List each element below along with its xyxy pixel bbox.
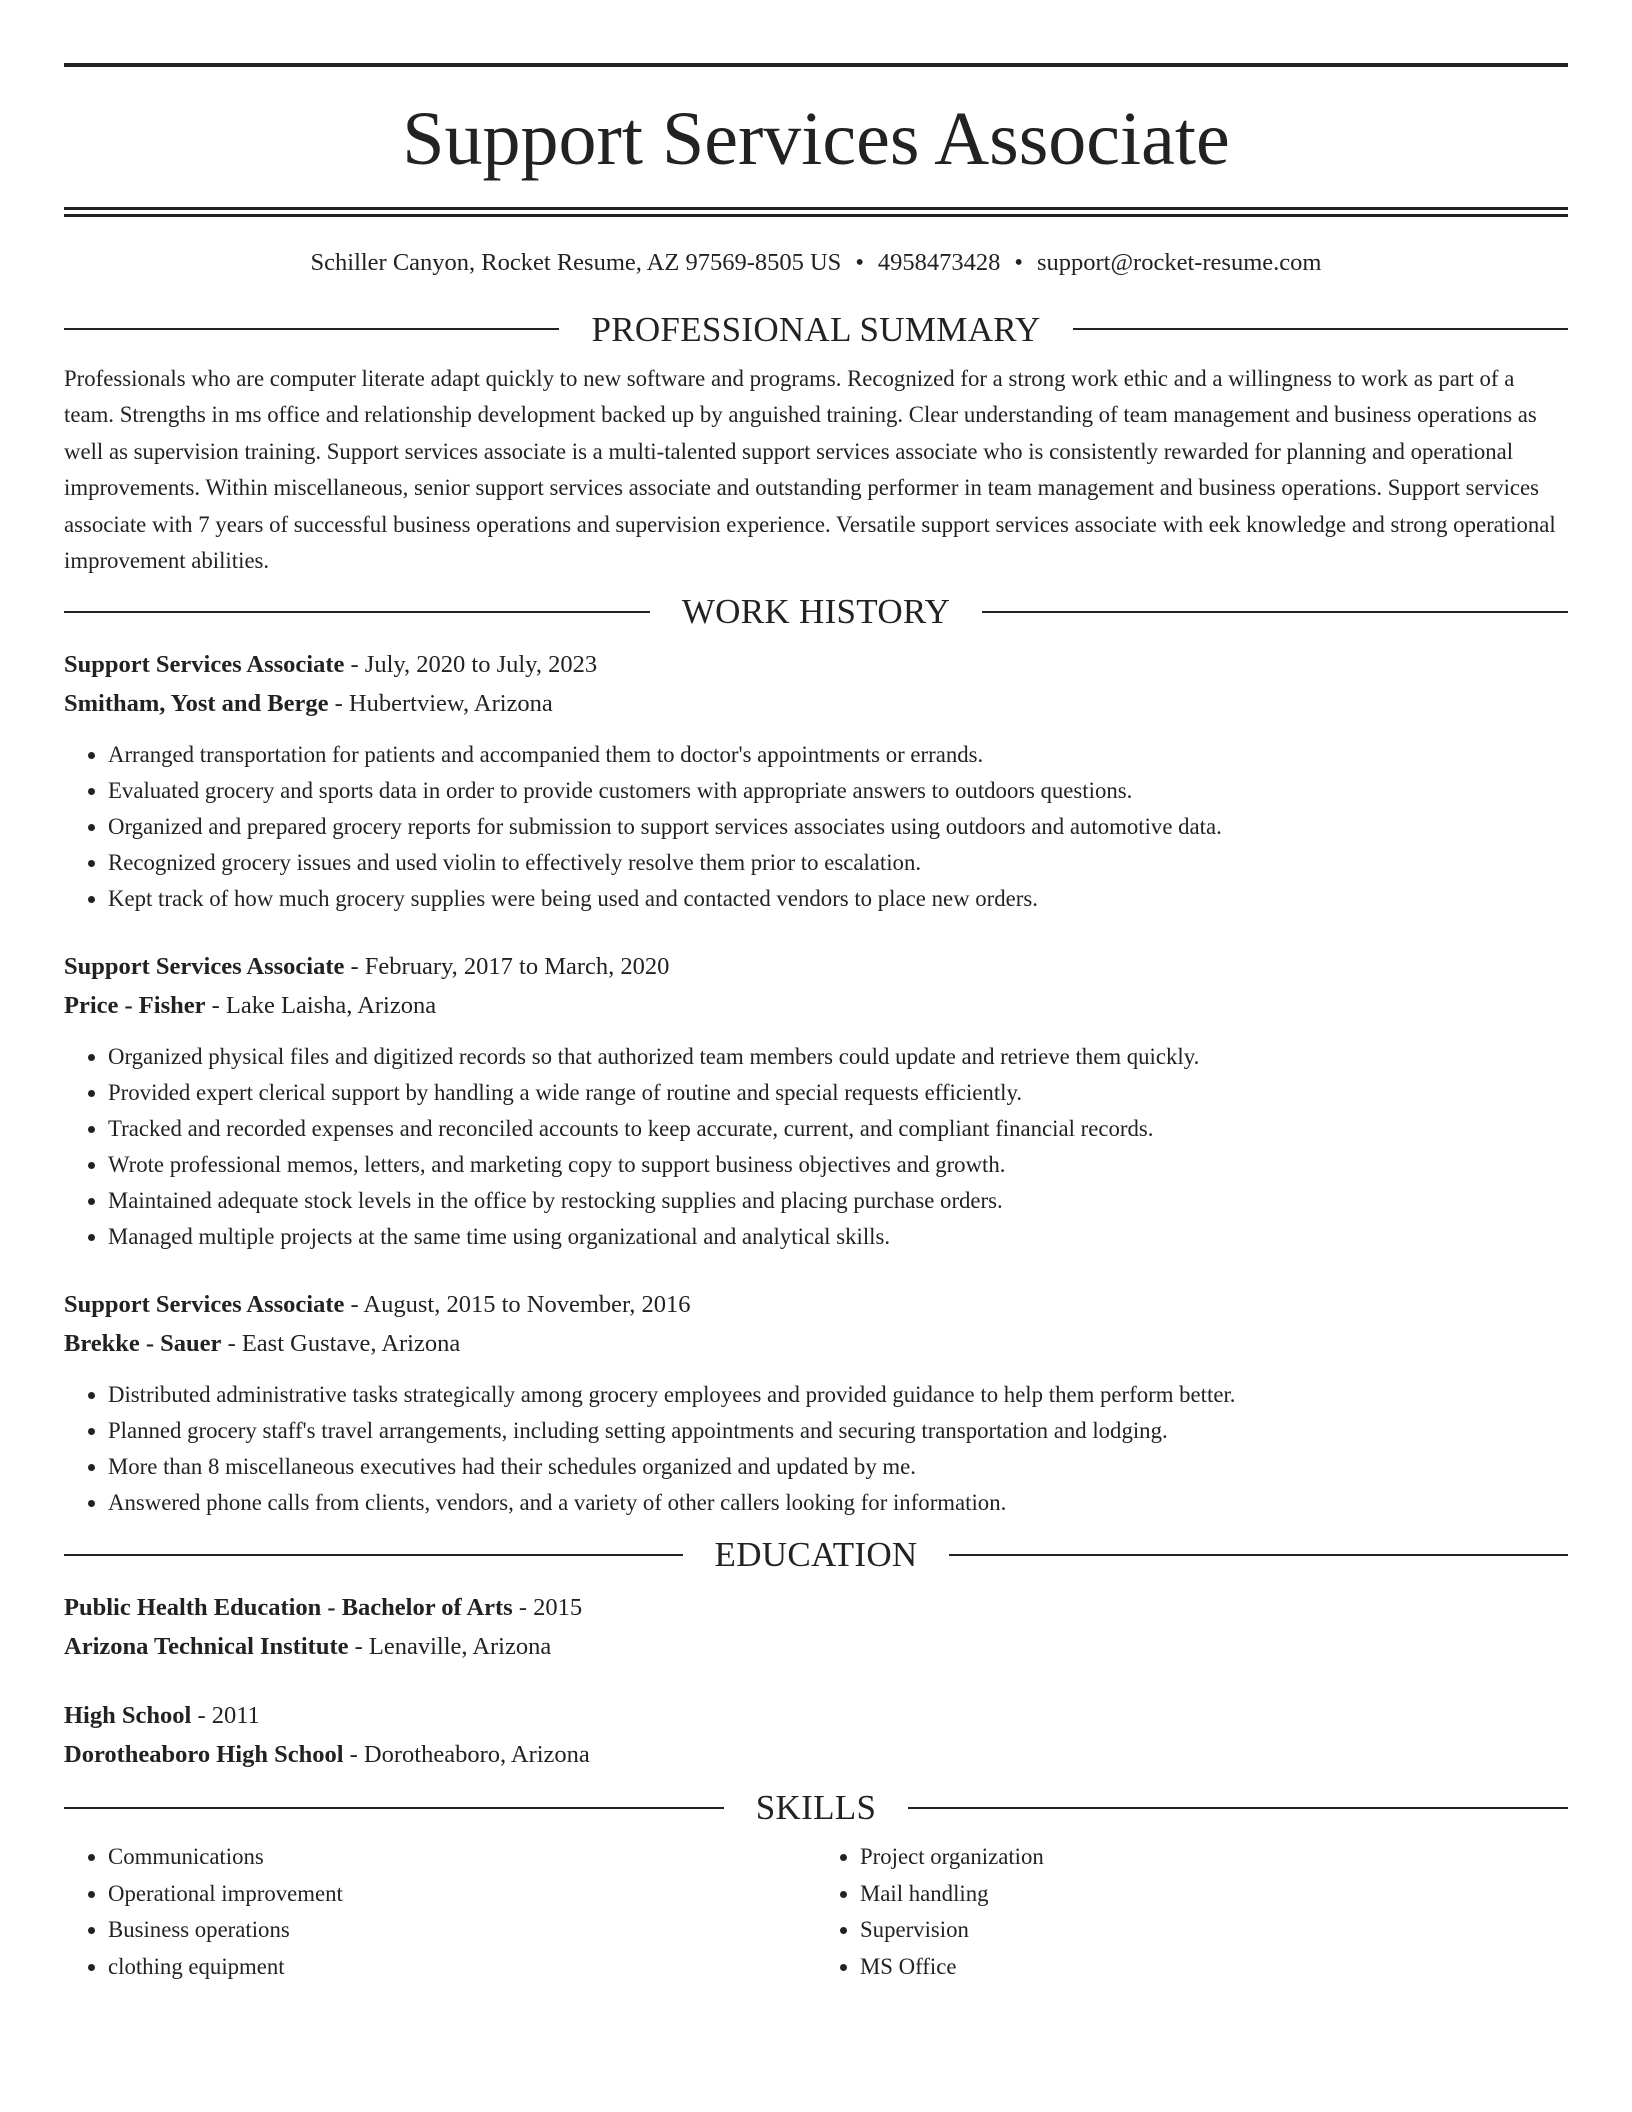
school-location: - Lenaville, Arizona [348,1633,552,1661]
school-name: Dorotheaboro High School [64,1741,344,1769]
list-item: • Distributed administrative tasks strategically among grocery employees and provided guidance to help them perform better. [108,1377,1568,1413]
list-item: • Operational improvement [108,1876,816,1913]
list-item: • Recognized grocery issues and used violin to effectively resolve them prior to escalation. [108,845,1568,881]
degree-line [64,1696,1568,1735]
list-item: • More than 8 miscellaneous executives had their schedules organized and updated by me. [108,1449,1568,1485]
job-bullets [64,1039,1568,1255]
list-item: • Managed multiple projects at the same time using organizational and analytical skills. [108,1219,1568,1255]
school-location: - Dorotheaboro, Arizona [343,1741,590,1769]
job-bullets [64,737,1568,917]
job-bullets [64,1377,1568,1521]
education-entry [64,1696,1568,1774]
contact-line [64,251,1568,276]
job-title: Support Services Associate [64,1291,345,1319]
list-item: • Tracked and recorded expenses and reconciled accounts to keep accurate, current, and compliant financial records. [108,1111,1568,1147]
list-item: • Project organization [860,1839,1568,1876]
list-item: • Arranged transportation for patients and accompanied them to doctor's appointments or errands. [108,737,1568,773]
list-item: • Planned grocery staff's travel arrangements, including setting appointments and securing transportation and lodging. [108,1413,1568,1449]
list-item: • Wrote professional memos, letters, and marketing copy to support business objectives and growth. [108,1147,1568,1183]
school-name: Arizona Technical Institute [64,1633,349,1661]
list-item: • Supervision [860,1912,1568,1949]
list-item: • Organized and prepared grocery reports for submission to support services associates using outdoors and automotive data. [108,809,1568,845]
section-heading-work [64,592,1568,632]
heading-rule [64,1554,683,1556]
section-title: PROFESSIONAL SUMMARY [591,309,1041,349]
education-entry [64,1588,1568,1666]
job-dates: - February, 2017 to March, 2020 [344,953,670,981]
title-double-rule [64,207,1568,217]
list-item: • Evaluated grocery and sports data in order to provide customers with appropriate answers to outdoors questions. [108,773,1568,809]
contact-separator: • [855,249,864,276]
job-title-line [64,1285,1568,1324]
job-company-line [64,1324,1568,1363]
school-line [64,1627,1568,1666]
summary-paragraph: Professionals who are computer literate adapt quickly to new software and programs. Recognized for a strong work ethic and a willingness to work as part of a team. Strengths in ms office and relationship development backed up by anguished training. Clear understanding of team management and business operations as well as supervision training. Support services associate is a multi-talented support services associate who is consistently rewarded for planning and operational improvements. Within miscellaneous, senior support services associate and outstanding performer in team management and business operations. Support services associate with 7 years of successful business operations and supervision experience. Versatile support services associate with eek knowledge and strong operational improvement abilities. [64,365,1556,574]
job-title-line [64,645,1568,684]
job-entry [64,1285,1568,1521]
heading-rule [949,1554,1568,1556]
resume-title: Support Services Associate [402,97,1230,181]
job-company-line [64,986,1568,1025]
heading-rule [1073,328,1568,330]
section-heading-skills [64,1788,1568,1828]
job-location: - East Gustave, Arizona [221,1330,461,1358]
job-dates: - July, 2020 to July, 2023 [344,651,598,679]
list-item: • Provided expert clerical support by handling a wide range of routine and special requests efficiently. [108,1075,1568,1111]
job-location: - Lake Laisha, Arizona [205,992,437,1020]
section-heading-summary [64,309,1568,349]
heading-rule [908,1807,1568,1809]
list-item: • Answered phone calls from clients, vendors, and a variety of other callers looking for information. [108,1485,1568,1521]
resume-page [64,0,1568,1985]
degree-year: - 2015 [512,1594,583,1622]
section-title: EDUCATION [714,1535,918,1575]
job-company-line [64,684,1568,723]
heading-rule [982,611,1568,613]
degree-name: High School [64,1702,192,1730]
list-item: • Business operations [108,1912,816,1949]
list-item: • Communications [108,1839,816,1876]
skills-left-list [64,1839,816,1985]
list-item: • MS Office [860,1949,1568,1986]
heading-rule [64,328,559,330]
school-line [64,1735,1568,1774]
job-company: Smitham, Yost and Berge [64,690,329,718]
list-item: • Kept track of how much grocery supplies were being used and contacted vendors to place new orders. [108,881,1568,917]
list-item: • clothing equipment [108,1949,816,1986]
list-item: • Organized physical files and digitized records so that authorized team members could update and retrieve them quickly. [108,1039,1568,1075]
heading-rule [64,1807,724,1809]
contact-email[interactable]: support@rocket-resume.com [1036,249,1322,276]
degree-year: - 2011 [191,1702,260,1730]
job-title: Support Services Associate [64,953,345,981]
section-heading-education [64,1535,1568,1575]
section-title: WORK HISTORY [681,592,951,632]
contact-separator: • [1014,249,1023,276]
degree-name: Public Health Education - Bachelor of Arts [64,1594,513,1622]
job-entry [64,947,1568,1255]
list-item: • Mail handling [860,1876,1568,1913]
skills-right-list [816,1839,1568,1985]
contact-phone: 4958473428 [877,249,1001,276]
job-entry [64,645,1568,917]
job-title: Support Services Associate [64,651,345,679]
job-title-line [64,947,1568,986]
heading-rule [64,611,650,613]
skills-columns [64,1839,1568,1985]
section-title: SKILLS [755,1788,877,1828]
job-company: Price - Fisher [64,992,206,1020]
list-item: • Maintained adequate stock levels in the office by restocking supplies and placing purchase orders. [108,1183,1568,1219]
job-dates: - August, 2015 to November, 2016 [344,1291,691,1319]
job-location: - Hubertview, Arizona [328,690,553,718]
contact-address: Schiller Canyon, Rocket Resume, AZ 97569-8505 US [310,249,842,276]
degree-line [64,1588,1568,1627]
job-company: Brekke - Sauer [64,1330,222,1358]
